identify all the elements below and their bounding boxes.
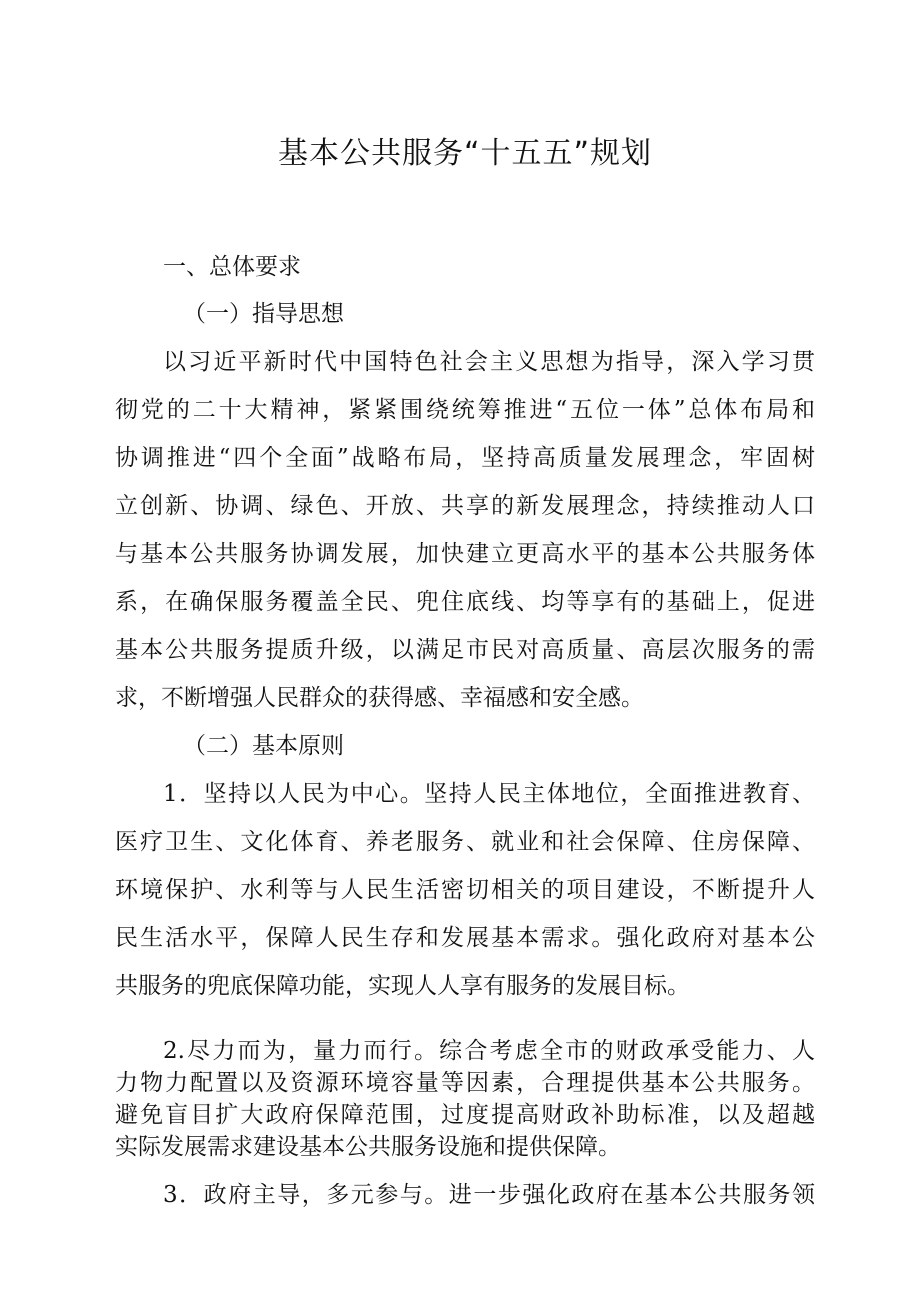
paragraph-line: 求，不断增强人民群众的获得感、幸福感和安全感。 [115, 685, 644, 711]
paragraph-line: 协调推进“四个全面”战略布局，坚持高质量发展理念，牢固树 [115, 445, 815, 471]
paragraph-line: 与基本公共服务协调发展，加快建立更高水平的基本公共服务体 [115, 541, 815, 567]
paragraph-line: 共服务的兜底保障功能，实现人人享有服务的发展目标。 [115, 973, 690, 999]
paragraph-line: 2.尽力而为，量力而行。综合考虑全市的财政承受能力、人 [163, 1038, 815, 1064]
subsection-heading: （一）指导思想 [183, 301, 344, 327]
paragraph-line: 1．坚持以人民为中心。坚持人民主体地位，全面推进教育、 [163, 781, 815, 807]
section-heading: 一、总体要求 [163, 254, 301, 280]
subsection-heading: （二）基本原则 [183, 733, 344, 759]
paragraph-line: 力物力配置以及资源环境容量等因素，合理提供基本公共服务。 [115, 1070, 815, 1096]
paragraph-line: 立创新、协调、绿色、开放、共享的新发展理念，持续推动人口 [115, 493, 815, 519]
paragraph-line: 系，在确保服务覆盖全民、兜住底线、均等享有的基础上，促进 [115, 589, 815, 615]
paragraph-line: 避免盲目扩大政府保障范围，过度提高财政补助标准，以及超越 [115, 1102, 815, 1128]
paragraph-line: 3．政府主导，多元参与。进一步强化政府在基本公共服务领 [163, 1182, 815, 1208]
paragraph-line: 彻党的二十大精神，紧紧围绕统筹推进“五位一体”总体布局和 [115, 397, 815, 423]
paragraph-line: 实际发展需求建设基本公共服务设施和提供保障。 [115, 1134, 621, 1160]
paragraph-line: 医疗卫生、文化体育、养老服务、就业和社会保障、住房保障、 [115, 829, 815, 855]
paragraph-line: 环境保护、水利等与人民生活密切相关的项目建设，不断提升人 [115, 877, 815, 903]
paragraph-line: 基本公共服务提质升级，以满足市民对高质量、高层次服务的需 [115, 637, 815, 663]
paragraph-line: 以习近平新时代中国特色社会主义思想为指导，深入学习贯 [163, 349, 815, 375]
paragraph-line: 民生活水平，保障人民生存和发展基本需求。强化政府对基本公 [115, 925, 815, 951]
document-title: 基本公共服务“十五五”规划 [277, 136, 653, 171]
